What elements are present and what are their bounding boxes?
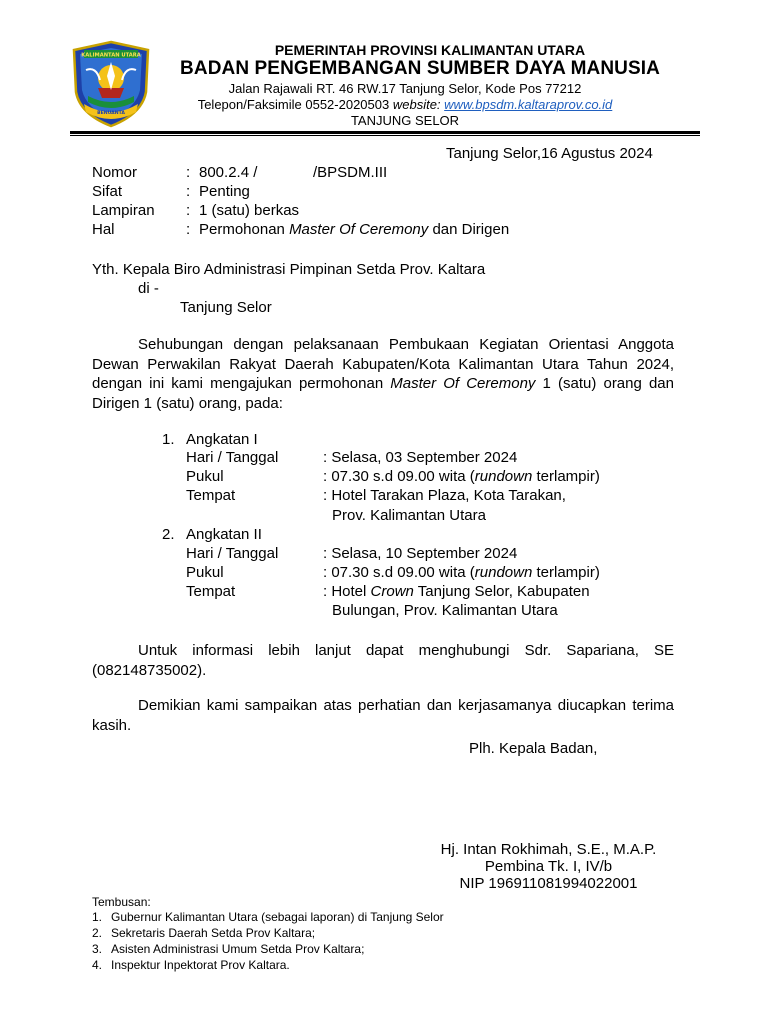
provincial-emblem-logo [70,40,152,128]
meta-colon: : [186,202,191,219]
signatory-name: Hj. Intan Rokhimah, S.E., M.A.P. [440,841,657,858]
batch-place-continued: Bulungan, Prov. Kalimantan Utara [332,602,558,619]
letter-date: Tanjung Selor,16 Agustus 2024 [446,145,653,162]
logo-ribbon-text: BENUANTA [97,111,125,116]
website-link[interactable]: www.bpsdm.kaltaraprov.co.id [444,97,613,112]
cc-item: Asisten Administrasi Umum Setda Prov Kaltara; [111,942,365,956]
meta-label-sifat: Sifat [92,183,123,200]
cc-item-number: 1. [92,910,103,924]
cc-item: Inspektur Inpektorat Prov Kaltara. [111,958,290,972]
meta-label-nomor: Nomor [92,164,138,181]
batch-day-label: Hari / Tanggal [186,449,279,466]
meta-value-lampiran: 1 (satu) berkas [199,202,300,219]
addressee-line: Yth. Kepala Biro Administrasi Pimpinan Setda Prov. Kaltara [92,261,486,278]
batch-time-label: Pukul [186,564,224,581]
cc-item-number: 4. [92,958,103,972]
batch-time-label: Pukul [186,468,224,485]
batch-place-label: Tempat [186,487,236,504]
batch-day-value: : Selasa, 03 September 2024 [323,449,518,466]
meta-label-hal: Hal [92,221,115,238]
meta-value-nomor: 800.2.4 / [199,164,258,181]
signatory-title: Plh. Kepala Badan, [469,740,598,757]
website-label: website: [392,97,441,112]
addressee-di: di - [138,280,159,297]
signatory-nip: NIP 196911081994022001 [459,875,638,892]
agency-contact [180,97,630,112]
batch-place-value: : Hotel Tarakan Plaza, Kota Tarakan, [323,487,566,504]
meta-value-sifat: Penting [199,183,250,200]
cc-item-number: 3. [92,942,103,956]
signatory-rank: Pembina Tk. I, IV/b [484,858,613,875]
agency-name: BADAN PENGEMBANGAN SUMBER DAYA MANUSIA [180,58,660,79]
phone-fax: Telepon/Faksimile 0552-2020503 [197,97,390,112]
batch-title: Angkatan I [186,431,258,448]
letterhead-divider-thick [70,131,700,134]
meta-colon: : [186,221,191,238]
meta-value-hal: Permohonan Master Of Ceremony dan Dirigen [199,221,510,238]
meta-label-lampiran: Lampiran [92,202,155,219]
list-number: 2. [162,526,175,543]
meta-colon: : [186,183,191,200]
batch-time-value: : 07.30 s.d 09.00 wita (rundown terlampir) [323,564,600,581]
cc-item: Sekretaris Daerah Setda Prov Kaltara; [111,926,316,940]
cc-item-number: 2. [92,926,103,940]
batch-day-value: : Selasa, 10 September 2024 [323,545,518,562]
agency-city: TANJUNG SELOR [350,113,460,128]
batch-day-label: Hari / Tanggal [186,545,279,562]
body-paragraph-closing: Demikian kami sampaikan atas perhatian dan kerjasamanya diucapkan terima kasih. [92,697,674,734]
government-name: PEMERINTAH PROVINSI KALIMANTAN UTARA [274,42,586,58]
batch-time-value: : 07.30 s.d 09.00 wita (rundown terlampir) [323,468,600,485]
batch-place-value: : Hotel Crown Tanjung Selor, Kabupaten [323,583,590,600]
meta-value-nomor-suffix: /BPSDM.III [313,164,388,181]
letterhead-divider-thin [70,135,700,136]
list-number: 1. [162,431,175,448]
body-paragraph-intro: Sehubungan dengan pelaksanaan Pembukaan Kegiatan Orientasi Anggota Dewan Perwakilan Rakyat Daerah Kabupaten/Kota Kalimantan Utara Tahun 2024, dengan ini kami mengajukan permohonan Master Of Ceremony 1 (satu) orang dan Dirigen 1 (satu) orang, pada: [92,336,674,412]
batch-place-continued: Prov. Kalimantan Utara [332,507,486,524]
meta-colon: : [186,164,191,181]
body-paragraph-contact: Untuk informasi lebih lanjut dapat menghubungi Sdr. Sapariana, SE (082148735002). [92,642,674,679]
addressee-city: Tanjung Selor [180,299,272,316]
agency-address: Jalan Rajawali RT. 46 RW.17 Tanjung Selor, Kode Pos 77212 [228,81,582,96]
cc-heading: Tembusan: [92,895,151,909]
batch-title: Angkatan II [186,526,262,543]
batch-place-label: Tempat [186,583,236,600]
logo-text: KALIMANTAN UTARA [81,52,141,59]
cc-item: Gubernur Kalimantan Utara (sebagai laporan) di Tanjung Selor [111,910,444,924]
